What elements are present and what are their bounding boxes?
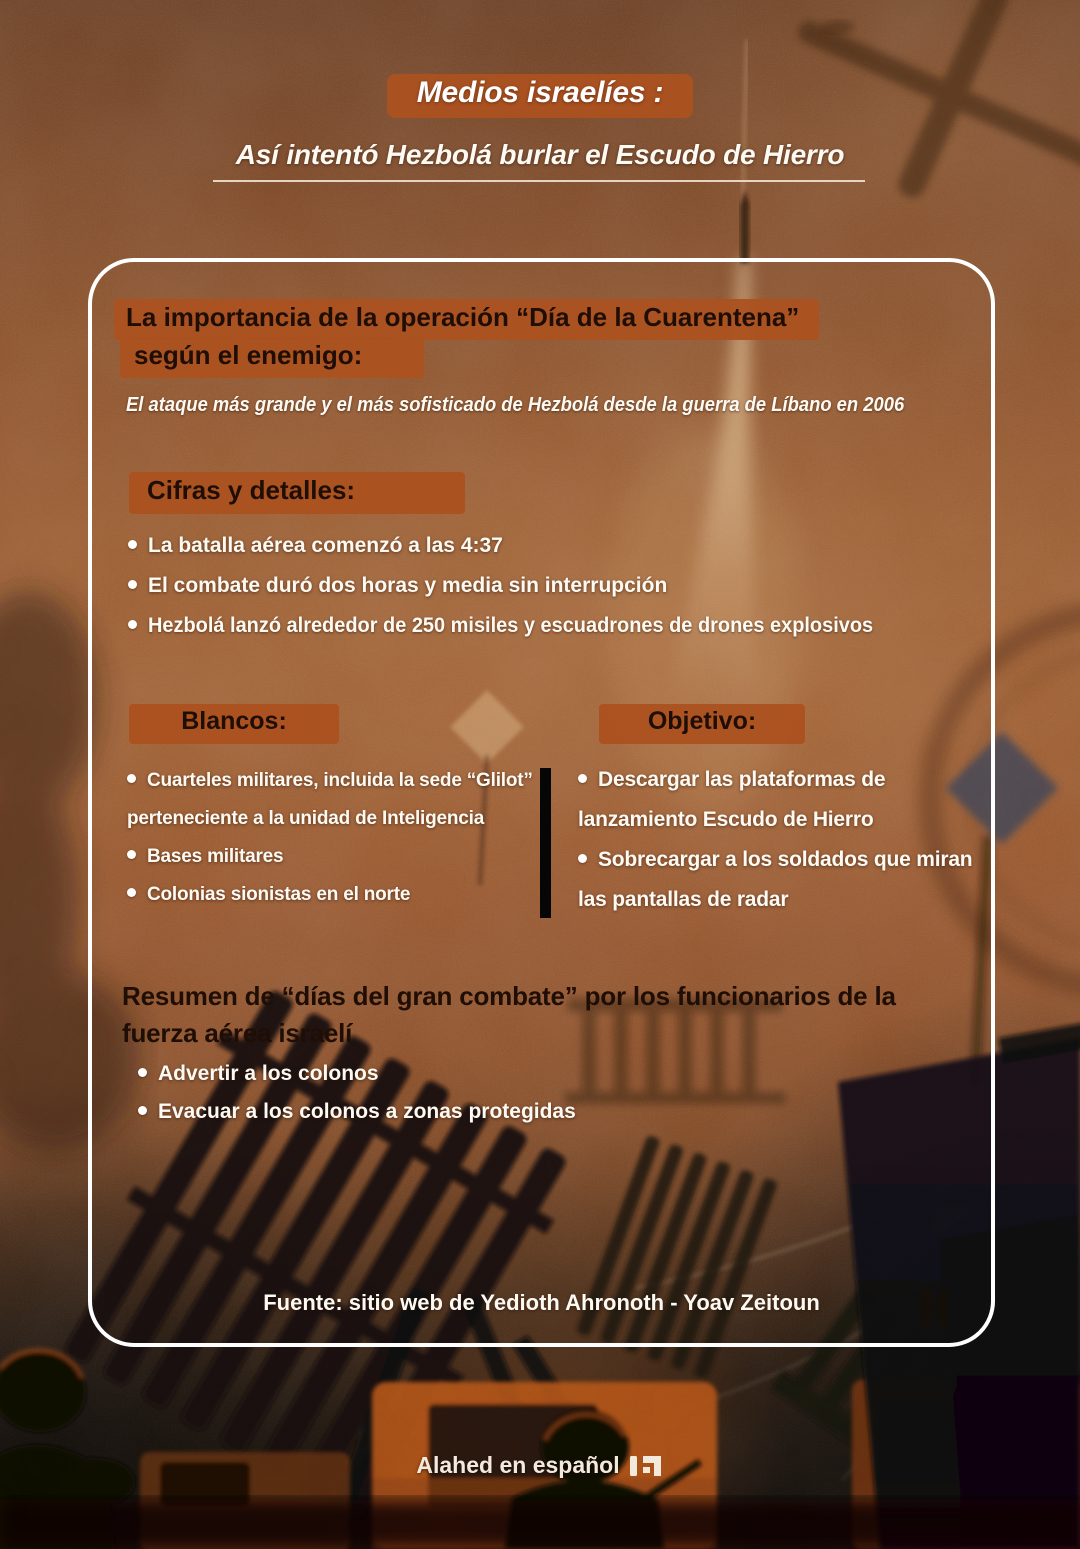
bullet-icon (127, 774, 136, 783)
list-item-text: Colonias sionistas en el norte (147, 884, 411, 905)
bullet-icon (128, 580, 137, 589)
list-item-text: Descargar las plataformas de lanzamiento Escudo de Hierro (578, 768, 886, 831)
section-cifras-title: Cifras y detalles: (129, 472, 465, 514)
cifras-list (128, 534, 988, 654)
intro-heading-line1-row (114, 299, 819, 340)
list-item (127, 838, 539, 876)
section-blancos-title: Blancos: (129, 704, 339, 744)
section-objetivo-title-row (599, 704, 805, 744)
resumen-list (138, 1062, 838, 1138)
list-item (127, 876, 539, 914)
intro-heading-line2-row (120, 337, 424, 378)
list-item (578, 760, 984, 840)
section-blancos-title-row (129, 704, 339, 744)
list-item (138, 1100, 838, 1124)
bullet-icon (128, 620, 137, 629)
list-item-text: Cuarteles militares, incluida la sede “Glilot” perteneciente a la unidad de Inteligencia (127, 770, 533, 829)
list-item-text: La batalla aérea comenzó a las 4:37 (148, 534, 503, 557)
blancos-list (127, 762, 539, 914)
list-item (578, 840, 984, 920)
bullet-icon (128, 540, 137, 549)
brand-name: Alahed en español (416, 1452, 620, 1478)
bullet-icon (578, 854, 587, 863)
kicker-label: Medios israelíes : (387, 74, 694, 118)
bullet-icon (138, 1106, 147, 1115)
source-credit: Fuente: sitio web de Yedioth Ahronoth - Yoav Zeitoun (263, 1290, 820, 1315)
list-item-text: Hezbolá lanzó alrededor de 250 misiles y escuadrones de drones explosivos (148, 614, 874, 637)
intro-subheading: El ataque más grande y el más sofisticado de Hezbolá desde la guerra de Líbano en 2006 (126, 394, 905, 416)
section-cifras-title-row (129, 472, 465, 514)
bullet-icon (578, 774, 587, 783)
section-objetivo-title: Objetivo: (599, 704, 805, 744)
headline-underline (213, 180, 865, 182)
list-item (128, 574, 988, 598)
headline: Así intentó Hezbolá burlar el Escudo de Hierro (235, 139, 845, 170)
footer-brand-row (0, 1452, 1080, 1479)
intro-heading-line2: según el enemigo: (120, 337, 424, 378)
objetivo-list (578, 760, 984, 920)
intro-heading-line1: La importancia de la operación “Día de la Cuarentena” (114, 299, 819, 340)
kicker-row (0, 74, 1080, 118)
bullet-icon (127, 850, 136, 859)
list-item-text: El combate duró dos horas y media sin interrupción (148, 574, 668, 597)
bullet-icon (138, 1068, 147, 1077)
list-item (128, 534, 988, 558)
column-divider (540, 768, 551, 918)
list-item (128, 614, 988, 638)
list-item-text: Bases militares (147, 846, 284, 867)
list-item (127, 762, 539, 838)
list-item-text: Sobrecargar a los soldados que miran las pantallas de radar (578, 848, 973, 911)
alahed-logo-icon (630, 1453, 664, 1479)
list-item-text: Advertir a los colonos (158, 1062, 379, 1085)
list-item-text: Evacuar a los colonos a zonas protegidas (158, 1100, 576, 1123)
resumen-title: Resumen de “días del gran combate” por los funcionarios de la fuerza aérea israelí (122, 981, 896, 1048)
list-item (138, 1062, 838, 1086)
bullet-icon (127, 888, 136, 897)
